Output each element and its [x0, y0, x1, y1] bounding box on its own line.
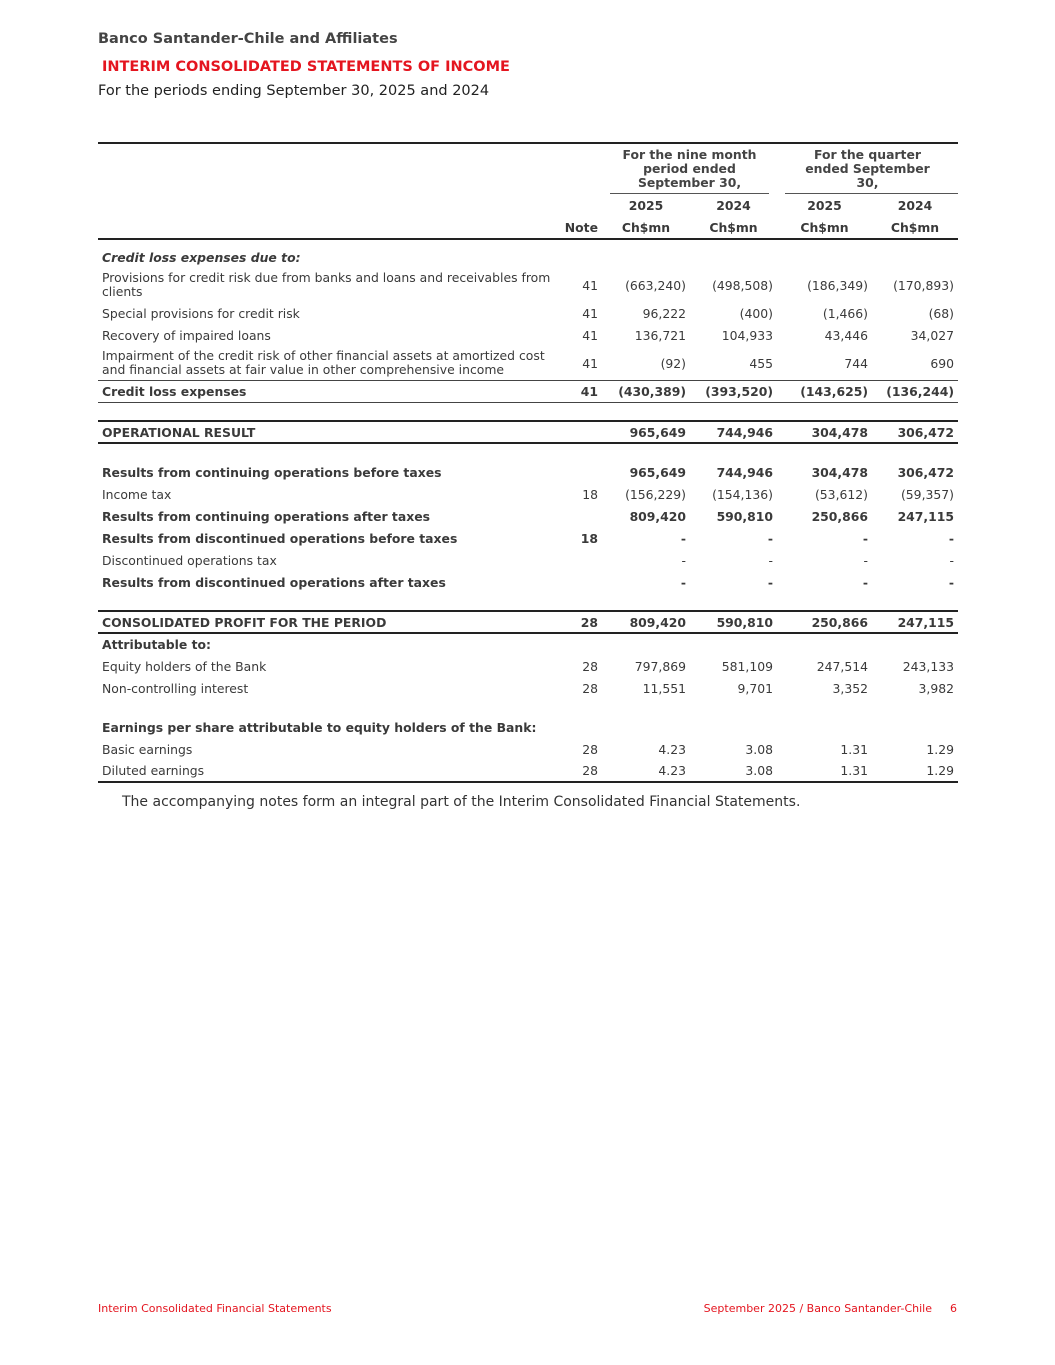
row-value: -: [948, 530, 954, 546]
row-label: Recovery of impaired loans: [102, 327, 271, 343]
row-label: Equity holders of the Bank: [102, 658, 267, 674]
header-unit-4: Ch$mn: [872, 216, 958, 239]
row-label: CONSOLIDATED PROFIT FOR THE PERIOD: [98, 611, 560, 633]
statement-subtitle: For the periods ending September 30, 2025 and 2024: [98, 83, 490, 99]
table-row: [98, 324, 958, 346]
table-row: [98, 527, 958, 549]
header-year-2: 2024: [716, 197, 751, 213]
section-credit-loss: [98, 246, 958, 268]
header-unit-1: Ch$mn: [602, 216, 690, 239]
row-value: 9,701: [737, 680, 773, 696]
section-heading: Earnings per share attributable to equity holders of the Bank:: [102, 719, 537, 735]
row-value: (154,136): [712, 486, 773, 502]
row-value: 1.29: [926, 741, 954, 757]
row-label: Special provisions for credit risk: [102, 305, 300, 321]
section-attributable: [98, 633, 958, 655]
row-note: 18: [582, 486, 598, 502]
row-label: Results from continuing operations before taxes: [102, 464, 442, 480]
row-value: 1.29: [872, 760, 958, 782]
table-row: [98, 549, 958, 571]
row-note: 28: [582, 741, 598, 757]
row-label: Credit loss expenses: [98, 381, 560, 403]
row-value: 247,115: [872, 611, 958, 633]
footnote: The accompanying notes form an integral part of the Interim Consolidated Financial Statements.: [122, 794, 801, 810]
row-value: 809,420: [629, 508, 686, 524]
table-row: [98, 268, 958, 302]
table-row: [98, 571, 958, 593]
row-label: Results from discontinued operations after taxes: [102, 574, 446, 590]
row-value: 304,478: [811, 464, 868, 480]
row-value: 797,869: [634, 658, 686, 674]
row-value: 250,866: [777, 611, 872, 633]
row-note: 28: [582, 680, 598, 696]
row-value: 11,551: [642, 680, 686, 696]
row-label: Basic earnings: [102, 741, 193, 757]
row-label: Results from continuing operations after taxes: [102, 508, 430, 524]
row-value: (393,520): [690, 381, 777, 403]
row-note: 41: [582, 305, 598, 321]
row-value: (143,625): [777, 381, 872, 403]
row-note: [560, 571, 602, 593]
row-value: 136,721: [634, 327, 686, 343]
row-value: -: [948, 574, 954, 590]
row-note: [560, 549, 602, 571]
header-unit-2: Ch$mn: [690, 216, 777, 239]
row-note: [560, 461, 602, 483]
row-value: 247,514: [816, 658, 868, 674]
row-value: -: [680, 574, 686, 590]
row-label: Discontinued operations tax: [102, 552, 277, 568]
row-value: 581,109: [721, 658, 773, 674]
header-quarter: [777, 143, 958, 193]
header-year-3: 2025: [807, 197, 842, 213]
row-value: -: [767, 574, 773, 590]
row-note: 41: [582, 277, 598, 293]
row-value: 243,133: [902, 658, 954, 674]
row-note: 28: [560, 611, 602, 633]
row-value: -: [767, 530, 773, 546]
table-row: [98, 483, 958, 505]
row-value: (156,229): [625, 486, 686, 502]
row-value: (59,357): [900, 486, 954, 502]
row-note: [560, 421, 602, 443]
row-value: 304,478: [777, 421, 872, 443]
total-row: [98, 421, 958, 443]
header-unit-3: Ch$mn: [777, 216, 872, 239]
table-row: [98, 677, 958, 699]
row-value: 744,946: [716, 464, 773, 480]
row-value: 1.31: [777, 760, 872, 782]
row-value: 809,420: [602, 611, 690, 633]
row-label: OPERATIONAL RESULT: [98, 421, 560, 443]
table-row: [98, 461, 958, 483]
section-heading: Attributable to:: [102, 637, 211, 652]
row-label: Non-controlling interest: [102, 680, 249, 696]
header-quarter-label: For the quarter ended September 30,: [805, 147, 930, 190]
row-value: 455: [690, 346, 777, 381]
company-name: Banco Santander-Chile and Affiliates: [98, 31, 398, 47]
row-value: 96,222: [642, 305, 686, 321]
header-year-4: 2024: [897, 197, 933, 213]
table-row: [98, 655, 958, 677]
row-label: Diluted earnings: [98, 760, 560, 782]
row-value: (430,389): [602, 381, 690, 403]
row-value: (498,508): [712, 277, 773, 293]
row-value: 590,810: [690, 611, 777, 633]
header-nine-month-label: For the nine month period ended September 30,: [622, 147, 757, 190]
row-value: (186,349): [807, 277, 868, 293]
page-number: 6: [950, 1302, 957, 1315]
row-value: 690: [872, 346, 958, 381]
row-value: 4.23: [658, 741, 686, 757]
section-heading: Credit loss expenses due to:: [102, 249, 301, 265]
total-row: [98, 381, 958, 403]
row-value: 34,027: [910, 327, 954, 343]
row-value: 965,649: [602, 421, 690, 443]
row-value: 3,982: [918, 680, 954, 696]
footer-left: Interim Consolidated Financial Statements: [98, 1302, 332, 1315]
row-value: (1,466): [822, 305, 868, 321]
row-value: 744,946: [690, 421, 777, 443]
row-value: (400): [739, 305, 773, 321]
row-note: 28: [582, 658, 598, 674]
row-value: 247,115: [897, 508, 954, 524]
row-label: Provisions for credit risk due from banks and loans and receivables from clients: [102, 270, 551, 299]
row-note: 41: [582, 327, 598, 343]
row-value: -: [680, 530, 686, 546]
row-value: 3.08: [690, 760, 777, 782]
row-value: 104,933: [721, 327, 773, 343]
row-value: -: [768, 552, 773, 568]
row-value: 3,352: [832, 680, 868, 696]
statement-title: INTERIM CONSOLIDATED STATEMENTS OF INCOME: [102, 59, 510, 75]
row-value: 4.23: [602, 760, 690, 782]
section-eps: [98, 716, 958, 738]
row-note: 41: [560, 381, 602, 403]
row-value: 965,649: [629, 464, 686, 480]
row-label: Impairment of the credit risk of other financial assets at amortized cost and financial assets at fair value in other comprehensive income: [98, 346, 560, 381]
footer-right-label: September 2025 / Banco Santander-Chile: [703, 1302, 932, 1315]
row-value: -: [863, 552, 868, 568]
row-note: 18: [580, 530, 598, 546]
row-value: -: [862, 530, 868, 546]
header-year-1: 2025: [628, 197, 664, 213]
footer-right: [704, 1302, 957, 1315]
table-row: [98, 738, 958, 760]
row-note: 28: [560, 760, 602, 782]
row-value: (68): [928, 305, 954, 321]
row-value: 590,810: [716, 508, 773, 524]
row-value: 306,472: [897, 464, 954, 480]
row-value: 1.31: [840, 741, 868, 757]
table-row: [98, 760, 958, 782]
total-row: [98, 611, 958, 633]
income-statement-table: [98, 142, 958, 783]
table-row: [98, 505, 958, 527]
row-note: 41: [560, 346, 602, 381]
row-value: (663,240): [625, 277, 686, 293]
row-value: -: [862, 574, 868, 590]
row-value: 43,446: [824, 327, 868, 343]
row-value: 306,472: [872, 421, 958, 443]
row-note: [560, 505, 602, 527]
row-label: Income tax: [102, 486, 172, 502]
row-value: 250,866: [811, 508, 868, 524]
header-note: Note: [560, 216, 602, 239]
table-row: [98, 302, 958, 324]
row-value: 3.08: [745, 741, 773, 757]
row-value: (170,893): [893, 277, 954, 293]
row-value: (53,612): [814, 486, 868, 502]
table-row: [98, 346, 958, 381]
header-nine-month: [602, 143, 777, 193]
row-value: -: [949, 552, 954, 568]
row-value: (92): [602, 346, 690, 381]
row-value: -: [681, 552, 686, 568]
row-value: (136,244): [872, 381, 958, 403]
row-label: Results from discontinued operations before taxes: [102, 530, 458, 546]
row-value: 744: [777, 346, 872, 381]
